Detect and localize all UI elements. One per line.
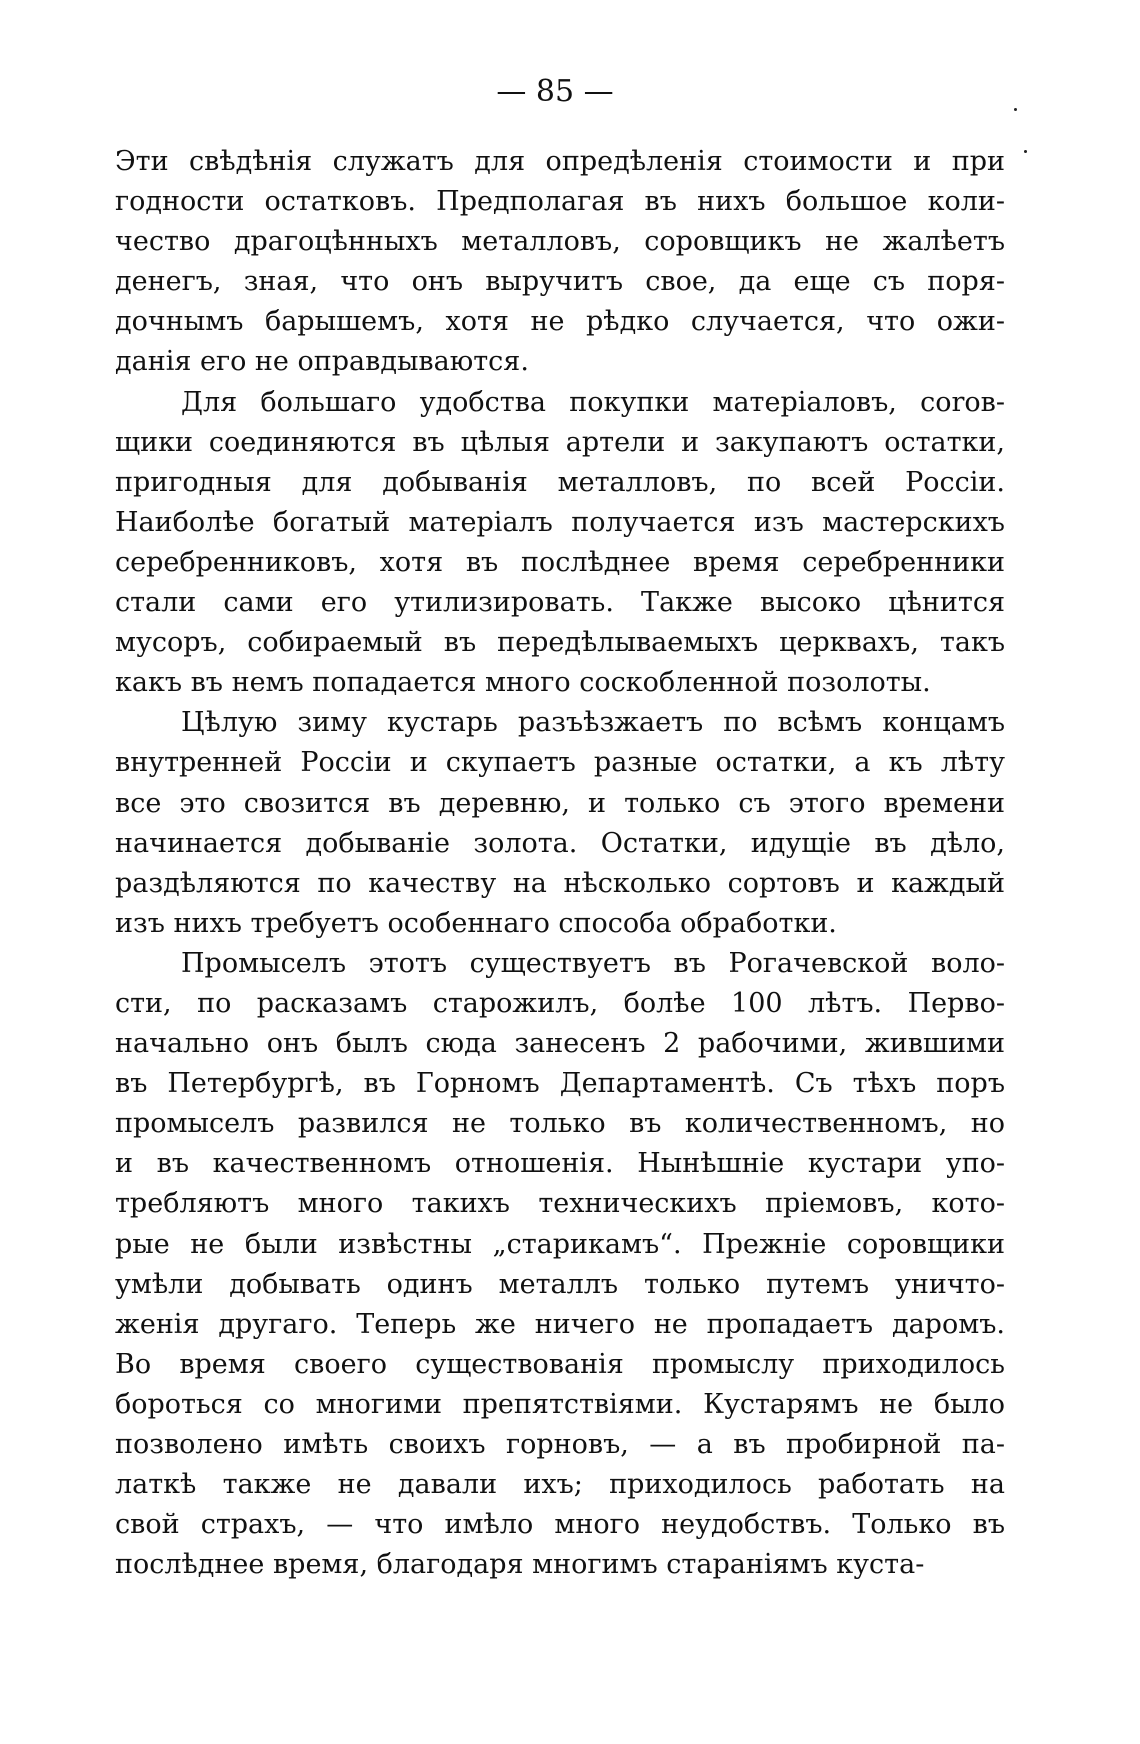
text-line: свой страхъ, — что имѣло много неудобствъ. Только въ <box>115 1509 1005 1541</box>
text-line: Во время своего существованія промыслу приходилось <box>115 1348 1005 1380</box>
text-line: изъ нихъ требуетъ особеннаго способа обработки. <box>115 907 837 939</box>
text-line: щики соединяются въ цѣлыя артели и закупаютъ остатки, <box>115 426 1005 458</box>
paragraph <box>115 944 1005 1586</box>
text-line: сти, по расказамъ старожилъ, болѣе 100 лѣтъ. Перво- <box>115 987 1005 1019</box>
text-line: требляютъ много такихъ техническихъ пріемовъ, кото- <box>115 1188 1005 1220</box>
text-line: Наиболѣе богатый матеріалъ получается изъ мастерскихъ <box>115 506 1005 538</box>
text-line: внутренней Россіи и скупаетъ разные остатки, а къ лѣту <box>115 747 1005 779</box>
text-line: данія его не оправдываются. <box>115 346 529 378</box>
text-line: пригодныя для добыванія металловъ, по всей Россіи. <box>115 466 1005 498</box>
text-line: въ Петербургѣ, въ Горномъ Департаментѣ. Съ тѣхъ поръ <box>115 1068 1005 1100</box>
text-line: латкѣ также не давали ихъ; приходилось работать на <box>115 1469 1005 1501</box>
text-line: мусоръ, собираемый въ передѣлываемыхъ церквахъ, такъ <box>115 627 1005 659</box>
body-text <box>115 142 1005 1585</box>
text-line: Промыселъ этотъ существуетъ въ Рогачевской воло- <box>181 947 1005 979</box>
paragraph <box>115 703 1005 944</box>
text-line: умѣли добывать одинъ металлъ только путемъ уничто- <box>115 1268 1005 1300</box>
text-line: и въ качественномъ отношенія. Нынѣшніе кустари упо- <box>115 1148 1005 1180</box>
text-line: денегъ, зная, что онъ выручитъ свое, да еще съ поря- <box>115 266 1005 298</box>
print-speck <box>1024 150 1027 153</box>
text-line: все это свозится въ деревню, и только съ этого времени <box>115 787 1005 819</box>
text-line: рые не были извѣстны „старикамъ“. Прежніе соровщики <box>115 1228 1005 1260</box>
text-line: дочнымъ барышемъ, хотя не рѣдко случается, что ожи- <box>115 306 1005 338</box>
text-line: серебренниковъ, хотя въ послѣднее время серебренники <box>115 546 1005 578</box>
text-line: позволено имѣть своихъ горновъ, — а въ пробирной па- <box>115 1429 1005 1460</box>
text-line: послѣднее время, благодаря многимъ стараніямъ куста- <box>115 1549 925 1581</box>
text-line: какъ въ немъ попадается много соскобленной позолоты. <box>115 667 931 699</box>
text-line: бороться со многими препятствіями. Кустарямъ не было <box>115 1388 1005 1420</box>
page-number: — 85 — <box>496 74 614 109</box>
paragraph <box>115 142 1005 383</box>
text-line: раздѣляются по качеству на нѣсколько сортовъ и каждый <box>115 867 1005 899</box>
text-line: Цѣлую зиму кустарь разъѣзжаетъ по всѣмъ концамъ <box>181 707 1005 739</box>
text-line: стали сами его утилизировать. Также высоко цѣнится <box>115 587 1005 619</box>
text-line: женія другаго. Теперь же ничего не пропадаетъ даромъ. <box>115 1308 1005 1340</box>
text-line: годности остатковъ. Предполагая въ нихъ большое коли- <box>115 186 1005 218</box>
paragraph <box>115 383 1005 704</box>
print-speck <box>1014 108 1017 111</box>
text-line: начинается добываніе золота. Остатки, идущіе въ дѣло, <box>115 827 1005 859</box>
text-line: промыселъ развился не только въ количественномъ, но <box>115 1108 1005 1140</box>
text-line: начально онъ былъ сюда занесенъ 2 рабочими, жившими <box>115 1028 1005 1060</box>
text-line: Эти свѣдѣнія служатъ для опредѣленія стоимости и при <box>115 146 1005 177</box>
text-line: Для большаго удобства покупки матеріаловъ, сorов- <box>181 386 1005 418</box>
text-line: чество драгоцѣнныхъ металловъ, соровщикъ не жалѣетъ <box>115 226 1005 258</box>
